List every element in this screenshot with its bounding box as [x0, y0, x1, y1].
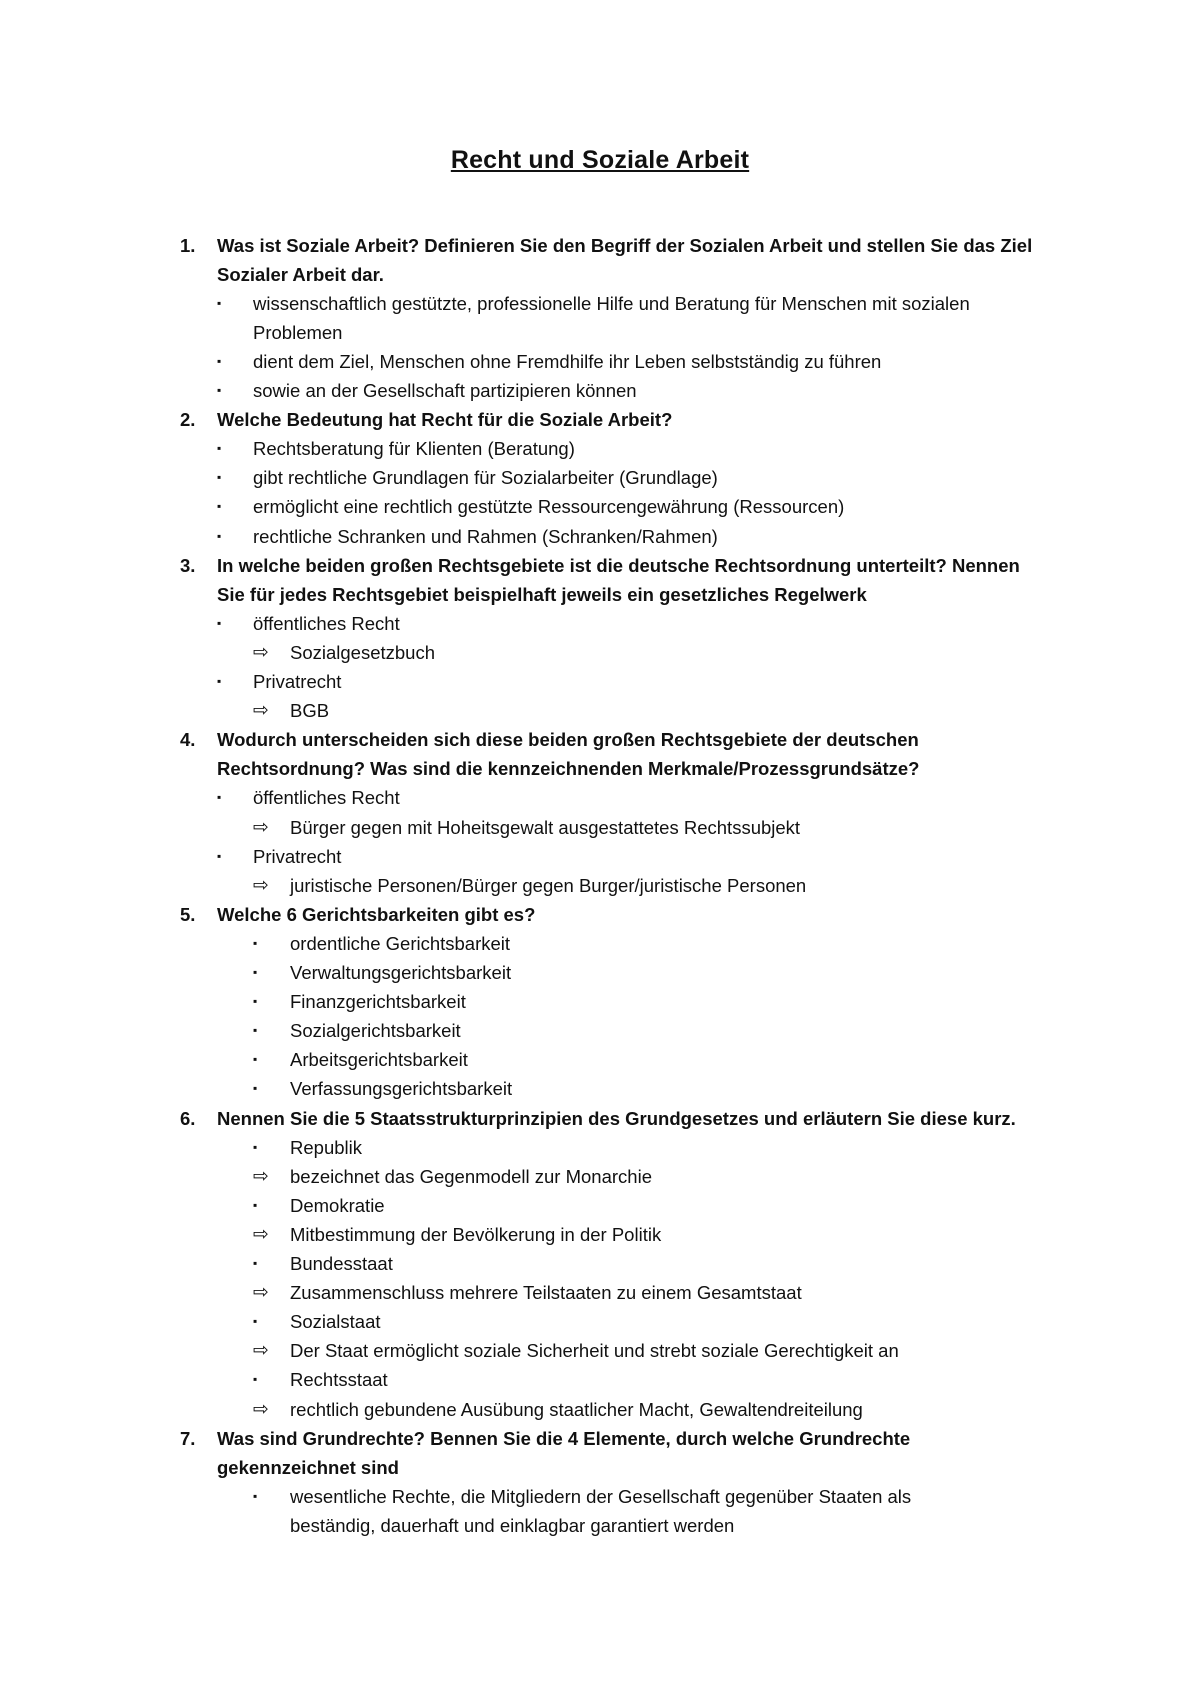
question-number: 4.	[180, 729, 196, 751]
arrow-item	[0, 1220, 1200, 1249]
bullet-item	[0, 1074, 1200, 1103]
item-text: öffentliches Recht	[253, 612, 400, 634]
item-text: rechtliche Schranken und Rahmen (Schranken/Rahmen)	[253, 525, 718, 547]
question-row	[0, 1424, 1200, 1453]
question-number: 2.	[180, 409, 196, 431]
bullet-item	[0, 1307, 1200, 1336]
item-text: Finanzgerichtsbarkeit	[290, 991, 466, 1013]
bullet-marker: ▪	[253, 1488, 258, 1503]
item-text: Sozialgesetzbuch	[290, 641, 436, 663]
arrow-item	[0, 696, 1200, 725]
arrow-item	[0, 1395, 1200, 1424]
bullet-item	[0, 1016, 1200, 1045]
question-row	[0, 754, 1200, 783]
arrow-item	[0, 638, 1200, 667]
arrow-item	[0, 1336, 1200, 1365]
arrow-icon: ⇨	[253, 641, 269, 663]
arrow-icon: ⇨	[253, 874, 269, 896]
question-number: 5.	[180, 903, 196, 925]
item-text: Mitbestimmung der Bevölkerung in der Politik	[290, 1223, 662, 1245]
bullet-marker: ▪	[217, 441, 222, 456]
bullet-item	[0, 318, 1200, 347]
arrow-item	[0, 871, 1200, 900]
arrow-item	[0, 1162, 1200, 1191]
bullet-item	[0, 492, 1200, 521]
bullet-item	[0, 347, 1200, 376]
arrow-icon: ⇨	[253, 1398, 269, 1420]
question-text: Welche Bedeutung hat Recht für die Soziale Arbeit?	[217, 409, 673, 431]
bullet-item	[0, 929, 1200, 958]
bullet-marker: ▪	[253, 1314, 258, 1329]
item-text: Verfassungsgerichtsbarkeit	[290, 1078, 513, 1100]
item-text: Sozialgerichtsbarkeit	[290, 1020, 461, 1042]
item-text: gibt rechtliche Grundlagen für Sozialarbeiter (Grundlage)	[253, 467, 718, 489]
question-text: Sie für jedes Rechtsgebiet beispielhaft jeweils ein gesetzliches Regelwerk	[217, 583, 867, 605]
bullet-marker: ▪	[253, 994, 258, 1009]
bullet-marker: ▪	[253, 965, 258, 979]
bullet-marker: ▪	[253, 1197, 258, 1212]
question-text: Was sind Grundrechte? Bennen Sie die 4 Elemente, durch welche Grundrechte	[217, 1427, 911, 1449]
bullet-marker: ▪	[217, 295, 222, 310]
bullet-marker: ▪	[253, 1052, 258, 1067]
bullet-item	[0, 1365, 1200, 1394]
item-text: wesentliche Rechte, die Mitgliedern der Gesellschaft gegenüber Staaten als	[290, 1485, 912, 1507]
bullet-marker: ▪	[217, 383, 222, 397]
question-row	[0, 725, 1200, 754]
bullet-marker: ▪	[253, 1372, 258, 1387]
document-title: Recht und Soziale Arbeit	[450, 146, 750, 174]
arrow-icon: ⇨	[253, 700, 269, 722]
item-text: Der Staat ermöglicht soziale Sicherheit und strebt soziale Gerechtigkeit an	[290, 1340, 899, 1362]
bullet-item	[0, 1133, 1200, 1162]
item-text: Arbeitsgerichtsbarkeit	[290, 1049, 468, 1071]
question-row	[0, 580, 1200, 609]
question-text: Nennen Sie die 5 Staatsstrukturprinzipien des Grundgesetzes und erläutern Sie diese kurz.	[217, 1107, 1016, 1129]
bullet-item	[0, 958, 1200, 987]
question-text: Was ist Soziale Arbeit? Definieren Sie den Begriff der Sozialen Arbeit und stellen Sie das Ziel	[217, 234, 1033, 256]
item-text: Zusammenschluss mehrere Teilstaaten zu einem Gesamtstaat	[290, 1282, 802, 1304]
question-row	[0, 1453, 1200, 1482]
bullet-item	[0, 609, 1200, 638]
bullet-marker: ▪	[217, 528, 222, 543]
item-text: Sozialstaat	[290, 1311, 381, 1333]
bullet-item	[0, 522, 1200, 551]
item-text: ordentliche Gerichtsbarkeit	[290, 932, 511, 954]
item-text: Bürger gegen mit Hoheitsgewalt ausgestattetes Rechtssubjekt	[290, 816, 801, 838]
bullet-marker: ▪	[253, 1023, 258, 1038]
bullet-item	[0, 463, 1200, 492]
question-text: Sozialer Arbeit dar.	[217, 263, 384, 285]
question-number: 1.	[180, 234, 196, 256]
bullet-item	[0, 1191, 1200, 1220]
item-text: Demokratie	[290, 1194, 385, 1216]
item-text: Verwaltungsgerichtsbarkeit	[290, 962, 512, 983]
item-text: rechtlich gebundene Ausübung staatlicher Macht, Gewaltendreiteilung	[290, 1398, 863, 1420]
arrow-item	[0, 1278, 1200, 1307]
bullet-marker: ▪	[217, 470, 222, 485]
bullet-marker: ▪	[253, 1081, 258, 1096]
bullet-item	[0, 783, 1200, 812]
item-text: Problemen	[253, 321, 343, 343]
item-text: Privatrecht	[253, 845, 342, 867]
bullet-marker: ▪	[217, 790, 222, 805]
question-row	[0, 1104, 1200, 1133]
bullet-item	[0, 1511, 1200, 1540]
bullet-marker: ▪	[217, 674, 222, 688]
item-text: wissenschaftlich gestützte, professionelle Hilfe und Beratung für Menschen mit sozialen	[253, 292, 970, 314]
item-text: öffentliches Recht	[253, 787, 400, 809]
bullet-item	[0, 376, 1200, 405]
item-text: Rechtsberatung für Klienten (Beratung)	[253, 438, 575, 460]
item-text: sowie an der Gesellschaft partizipieren können	[253, 380, 637, 401]
item-text: ermöglicht eine rechtlich gestützte Ressourcengewährung (Ressourcen)	[253, 496, 845, 518]
arrow-icon: ⇨	[253, 1340, 269, 1362]
question-text: Rechtsordnung? Was sind die kennzeichnenden Merkmale/Prozessgrundsätze?	[217, 758, 920, 780]
question-text: Wodurch unterscheiden sich diese beiden großen Rechtsgebiete der deutschen	[217, 729, 919, 751]
bullet-item	[0, 434, 1200, 463]
arrow-icon: ⇨	[253, 1282, 269, 1304]
bullet-item	[0, 667, 1200, 696]
question-row	[0, 260, 1200, 289]
question-text: Welche 6 Gerichtsbarkeiten gibt es?	[217, 903, 536, 925]
item-text: Rechtsstaat	[290, 1369, 388, 1391]
bullet-marker: ▪	[217, 353, 222, 368]
question-number: 7.	[180, 1427, 196, 1449]
item-text: beständig, dauerhaft und einklagbar garantiert werden	[290, 1514, 735, 1536]
bullet-marker: ▪	[253, 935, 258, 950]
bullet-marker: ▪	[217, 615, 222, 630]
bullet-item	[0, 842, 1200, 871]
bullet-item	[0, 1045, 1200, 1074]
arrow-icon: ⇨	[253, 1223, 269, 1245]
arrow-icon: ⇨	[253, 816, 269, 838]
arrow-icon: ⇨	[253, 1165, 269, 1187]
bullet-item	[0, 289, 1200, 318]
question-row	[0, 231, 1200, 260]
item-text: Bundesstaat	[290, 1253, 393, 1274]
item-text: Privatrecht	[253, 671, 342, 692]
item-text: juristische Personen/Bürger gegen Burger/juristische Personen	[290, 874, 807, 896]
question-number: 3.	[180, 554, 196, 576]
question-row	[0, 551, 1200, 580]
question-text: gekennzeichnet sind	[217, 1456, 399, 1478]
arrow-item	[0, 813, 1200, 842]
bullet-marker: ▪	[217, 499, 222, 514]
bullet-item	[0, 987, 1200, 1016]
item-text: bezeichnet das Gegenmodell zur Monarchie	[290, 1165, 652, 1187]
question-row	[0, 900, 1200, 929]
bullet-marker: ▪	[253, 1256, 258, 1270]
item-text: Republik	[290, 1136, 362, 1158]
bullet-item	[0, 1482, 1200, 1511]
bullet-marker: ▪	[217, 848, 222, 863]
question-text: In welche beiden großen Rechtsgebiete ist die deutsche Rechtsordnung unterteilt? Nennen	[217, 554, 1020, 576]
question-number: 6.	[180, 1107, 196, 1129]
bullet-marker: ▪	[253, 1139, 258, 1154]
item-text: BGB	[290, 700, 330, 722]
bullet-item	[0, 1249, 1200, 1278]
question-row	[0, 405, 1200, 434]
item-text: dient dem Ziel, Menschen ohne Fremdhilfe ihr Leben selbstständig zu führen	[253, 350, 882, 372]
